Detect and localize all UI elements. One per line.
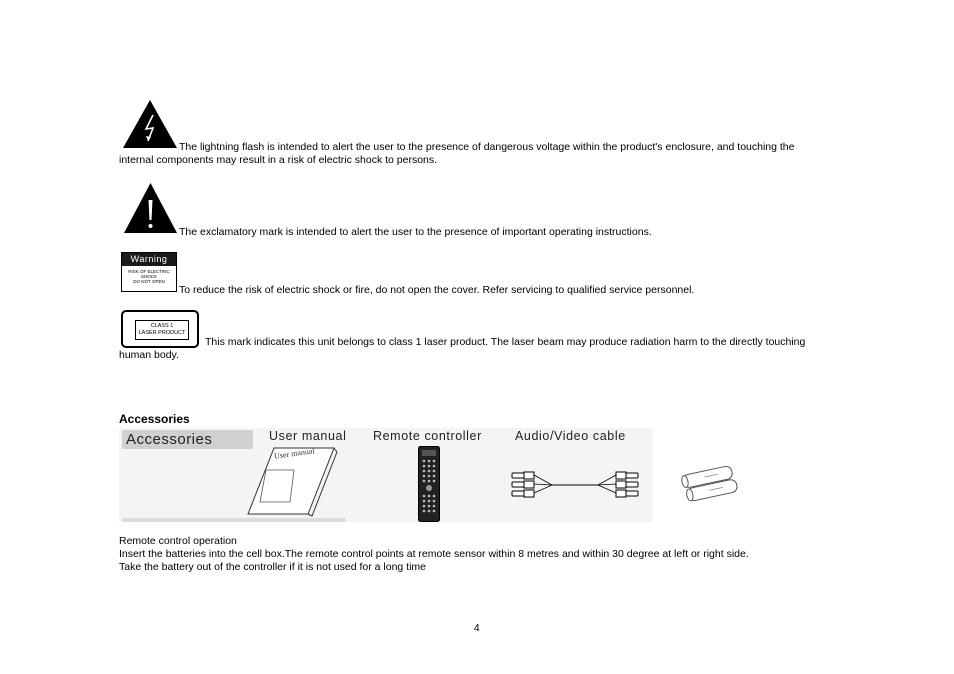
exclamation-description: The exclamatory mark is intended to alert the user to the presence of important operating instructions.	[179, 226, 652, 238]
warning-label-graphic	[121, 252, 177, 292]
laser-description-line1: This mark indicates this unit belongs to class 1 laser product. The laser beam may produce radiation harm to the directly touching	[205, 336, 806, 348]
warning-label-line2: DO NOT OPEN	[133, 279, 165, 284]
av-cable-label: Audio/Video cable	[515, 429, 626, 443]
accessories-panel-tag: Accessories	[122, 430, 253, 449]
laser-label-line1: CLASS 1	[150, 323, 174, 329]
remote-operation-line2: Take the battery out of the controller if it is not used for a long time	[119, 561, 426, 573]
accessories-heading: Accessories	[119, 412, 190, 426]
manual-cover-text: User manual	[273, 446, 316, 461]
laser-label-line2: LASER PRODUCT	[138, 330, 186, 336]
warning-description: To reduce the risk of electric shock or fire, do not open the cover. Refer servicing to qualified service personnel.	[179, 284, 695, 296]
page-number: 4	[474, 623, 480, 634]
exclamation-warning-icon	[123, 182, 178, 234]
av-cable-icon	[508, 470, 642, 500]
warning-label-title: Warning	[122, 253, 176, 266]
laser-label-graphic	[121, 310, 199, 348]
user-manual-label: User manual	[269, 429, 347, 443]
lightning-description-line1: The lightning flash is intended to alert the user to the presence of dangerous voltage within the product's enclosure, and touching the	[179, 141, 795, 153]
user-manual-booklet-icon	[244, 444, 340, 520]
remote-operation-title: Remote control operation	[119, 535, 237, 547]
batteries-icon	[676, 466, 744, 502]
warning-label-line1: RISK OF ELECTRIC SHOCK	[128, 269, 170, 279]
laser-description-line2: human body.	[119, 349, 179, 361]
remote-controller-label: Remote controller	[373, 429, 482, 443]
remote-operation-line1: Insert the batteries into the cell box.The remote control points at remote sensor within 8 metres and within 30 degree at left or right side.	[119, 548, 749, 560]
remote-controller-icon	[418, 446, 440, 522]
lightning-description-line2: internal components may result in a risk of electric shock to persons.	[119, 154, 438, 166]
lightning-warning-icon	[122, 99, 178, 149]
